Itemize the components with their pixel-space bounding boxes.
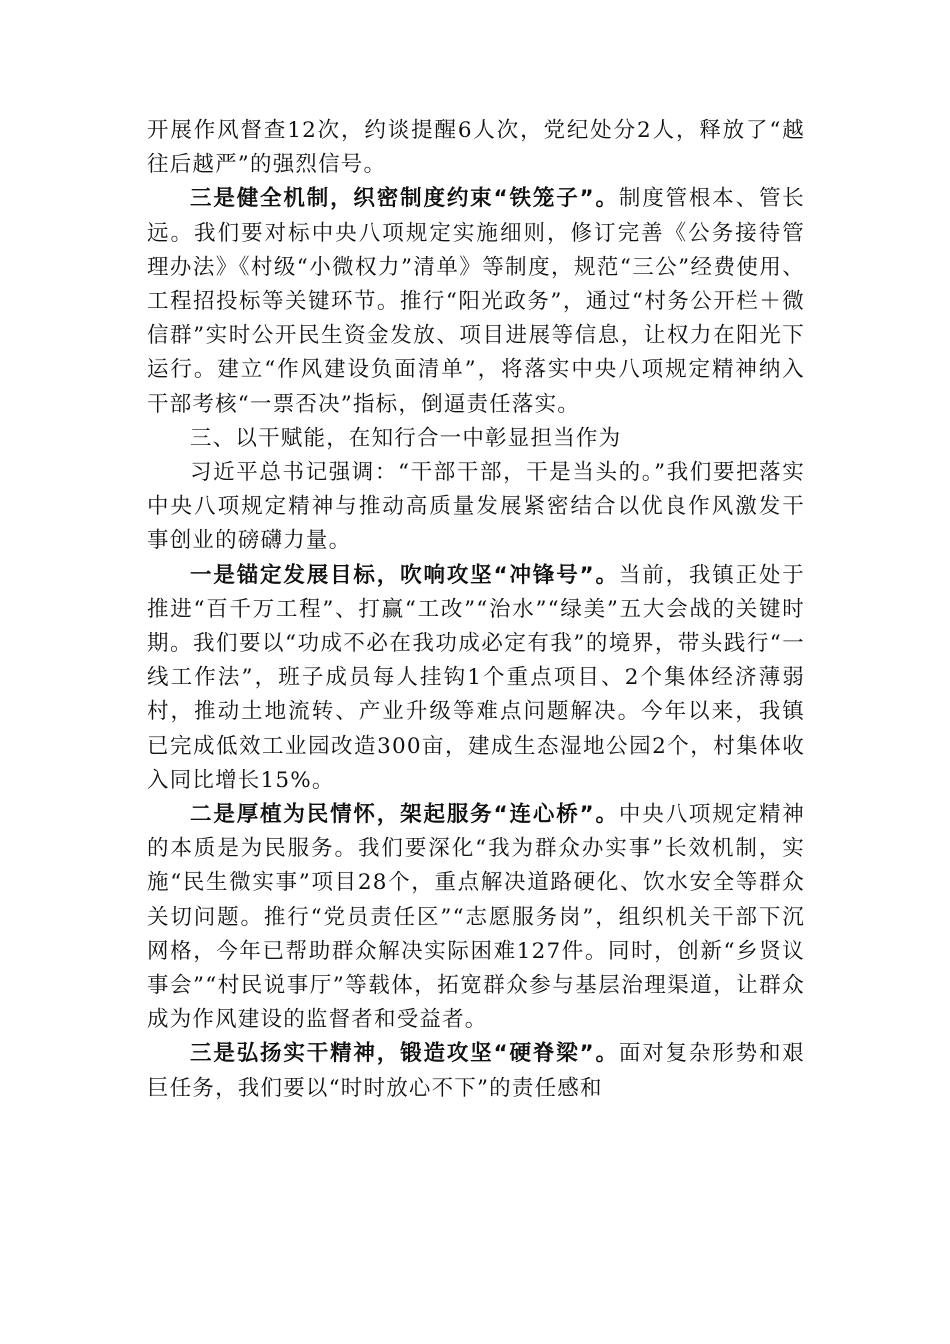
paragraph-body: 习近平总书记强调：“干部干部，干是当头的。”我们要把落实中央八项规定精神与推动高质量发展紧密结合以优良作风激发干事创业的磅礴力量。 <box>147 460 805 554</box>
paragraph-lead: 一是锚定发展目标，吹响攻坚“冲锋号”。 <box>190 562 619 588</box>
paragraph-lead: 三是弘扬实干精神，锻造攻坚“硬脊梁”。 <box>190 1041 619 1067</box>
paragraph-spirit <box>147 1037 805 1105</box>
paragraph-body: 中央八项规定精神的本质是为民服务。我们要深化“我为群众办实事”长效机制，实施“民生微实事”项目28个，重点解决道路硬化、饮水安全等群众关切问题。推行“党员责任区”“志愿服务岗”，组织机关干部下沉网格，今年已帮助群众解决实际困难127件。同时，创新“乡贤议事会”“村民说事厅”等载体，拓宽群众参与基层治理渠道，让群众成为作风建设的监督者和受益者。 <box>147 802 806 1033</box>
paragraph-body: 开展作风督查12次，约谈提醒6人次，党纪处分2人，释放了“越往后越严”的强烈信号。 <box>147 118 805 178</box>
section-heading: 三、以干赋能，在知行合一中彰显担当作为 <box>190 425 622 451</box>
paragraph-mechanism <box>147 182 805 421</box>
document-page <box>147 114 805 1106</box>
paragraph-body: 当前，我镇正处于推进“百千万工程”、打赢“工改”“治水”“绿美”五大会战的关键时期。我们要以“功成不必在我功成必定有我”的境界，带头践行“一线工作法”，班子成员每人挂钩1个重点项目、2个集体经济薄弱村，推动土地流转、产业升级等难点问题解决。今年以来，我镇已完成低效工业园改造300亩，建成生态湿地公园2个，村集体收入同比增长15%。 <box>147 562 806 793</box>
paragraph-intro <box>147 456 805 559</box>
paragraph-lead: 二是厚植为民情怀，架起服务“连心桥”。 <box>190 802 619 828</box>
paragraph-goals <box>147 559 805 798</box>
paragraph-continuation <box>147 114 805 182</box>
paragraph-body: 制度管根本、管长远。我们要对标中央八项规定实施细则，修订完善《公务接待管理办法》《村级“小微权力”清单》等制度，规范“三公”经费使用、工程招投标等关键环节。推行“阳光政务”，通过“村务公开栏＋微信群”实时公开民生资金发放、项目进展等信息，让权力在阳光下运行。建立“作风建设负面清单”，将落实中央八项规定精神纳入干部考核“一票否决”指标，倒逼责任落实。 <box>147 186 806 417</box>
paragraph-lead: 三是健全机制，织密制度约束“铁笼子”。 <box>190 186 619 212</box>
paragraph-body: 面对复杂形势和艰巨任务，我们要以“时时放心不下”的责任感和 <box>147 1041 806 1101</box>
paragraph-people <box>147 798 805 1037</box>
